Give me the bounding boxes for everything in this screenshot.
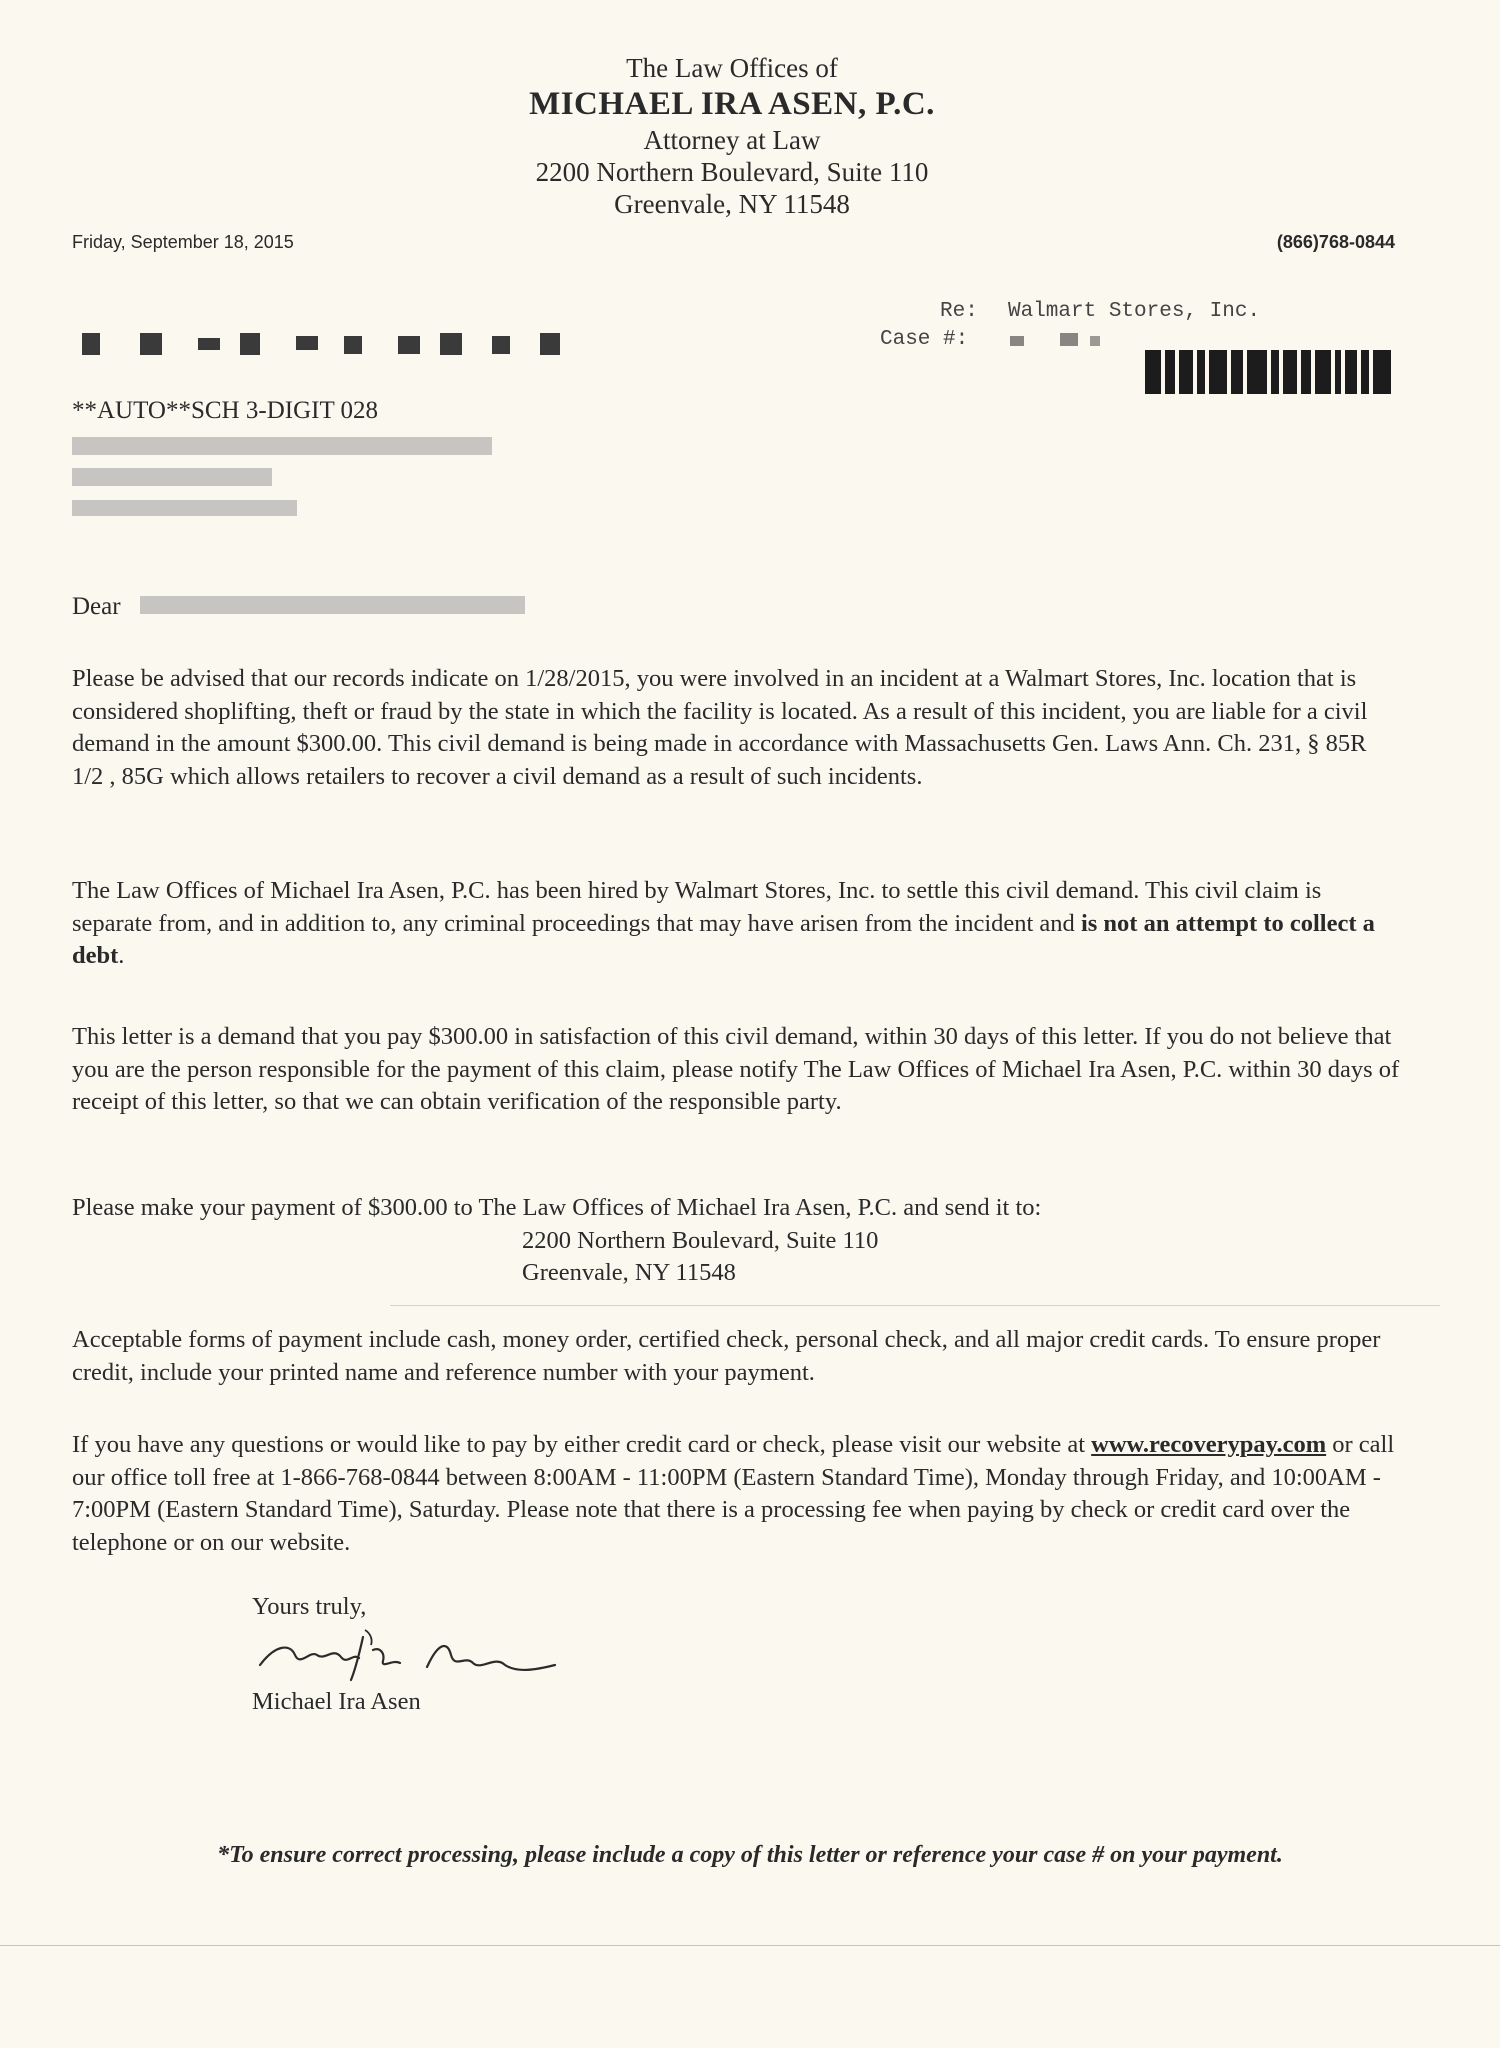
signature	[255, 1625, 565, 1685]
paragraph-demand: This letter is a demand that you pay $300.00 in satisfaction of this civil demand, within 30 days of this letter. If you do not believe that you are the person responsible for the payment of this claim, please notify The Law Offices of Michael Ira Asen, P.C. within 30 days of receipt of this letter, so that we can obtain verification of the responsible party.	[72, 1023, 1400, 1115]
valediction: Yours truly,	[252, 1593, 367, 1620]
case-label: Case #:	[880, 328, 969, 351]
payment-street: 2200 Northern Boulevard, Suite 110	[522, 1227, 879, 1254]
footer-note: *To ensure correct processing, please include a copy of this letter or reference your case # on your payment.	[217, 1842, 1283, 1868]
redacted-case-number-2	[1060, 333, 1078, 346]
paragraph-payment-forms: Acceptable forms of payment include cash, money order, certified check, personal check, and all major credit cards. To ensure proper credit, include your printed name and reference number with your payment.	[72, 1326, 1381, 1386]
routing-line: **AUTO**SCH 3-DIGIT 028	[72, 397, 379, 424]
re-label: Re:	[940, 300, 978, 323]
letterhead	[0, 52, 1464, 220]
scan-artifact-line	[390, 1305, 1440, 1306]
barcode	[1145, 350, 1395, 394]
paragraph-representation-end: .	[118, 942, 125, 969]
paragraph-contact-text: If you have any questions or would like to pay by either credit card or check, please visit our website at	[72, 1431, 1086, 1458]
paragraph-contact	[72, 1429, 1402, 1559]
paragraph-representation-text: The Law Offices of Michael Ira Asen, P.C. has been hired by Walmart Stores, Inc. to settle this civil demand. This civil claim is separate from, and in addition to, any criminal proceedings that may have arisen from the incident and	[72, 877, 1322, 937]
salutation: Dear	[72, 593, 121, 620]
paragraph-payment-instruction: Please make your payment of $300.00 to The Law Offices of Michael Ira Asen, P.C. and send it to:	[72, 1194, 1042, 1221]
paragraph-incident: Please be advised that our records indicate on 1/28/2015, you were involved in an incident at a Walmart Stores, Inc. location that is considered shoplifting, theft or fraud by the state in which the facility is located. As a result of this incident, you are liable for a civil demand in the amount $300.00. This civil demand is being made in accordance with Massachusetts Gen. Laws Ann. Ch. 231, § 85R 1/2 , 85G which allows retailers to recover a civil demand as a result of such incidents.	[72, 665, 1368, 790]
firm-street: 2200 Northern Boulevard, Suite 110	[535, 157, 929, 187]
not-debt-collection-note: is not an attempt to collect a debt	[72, 909, 1375, 969]
firm-phone: (866)768-0844	[1276, 232, 1395, 252]
letter-date: Friday, September 18, 2015	[72, 232, 294, 252]
payment-city: Greenvale, NY 11548	[522, 1259, 736, 1286]
re-value: Walmart Stores, Inc.	[1008, 300, 1261, 323]
redacted-case-number	[1010, 336, 1024, 346]
attorney-title: Attorney at Law	[643, 125, 821, 155]
redacted-salutation-name	[140, 596, 525, 614]
paragraph-contact-text-2: or call our office toll free at 1-866-768-0844 between 8:00AM - 11:00PM (Eastern Standard Time), Monday through Friday, and 10:00AM - 7:00PM (Eastern Standard Time), Saturday. Please note that there is a processing fee when paying by check or credit card over the telephone or on our website.	[72, 1431, 1395, 1556]
signer-name: Michael Ira Asen	[252, 1688, 421, 1715]
letterhead-line1: The Law Offices of	[626, 53, 838, 83]
redacted-case-number-3	[1090, 336, 1100, 346]
paragraph-representation	[72, 875, 1402, 973]
firm-name: MICHAEL IRA ASEN, P.C.	[529, 86, 935, 122]
website-link[interactable]: www.recoverypay.com	[1091, 1431, 1327, 1458]
firm-city: Greenvale, NY 11548	[614, 189, 850, 219]
scan-edge-line	[0, 1945, 1500, 1946]
